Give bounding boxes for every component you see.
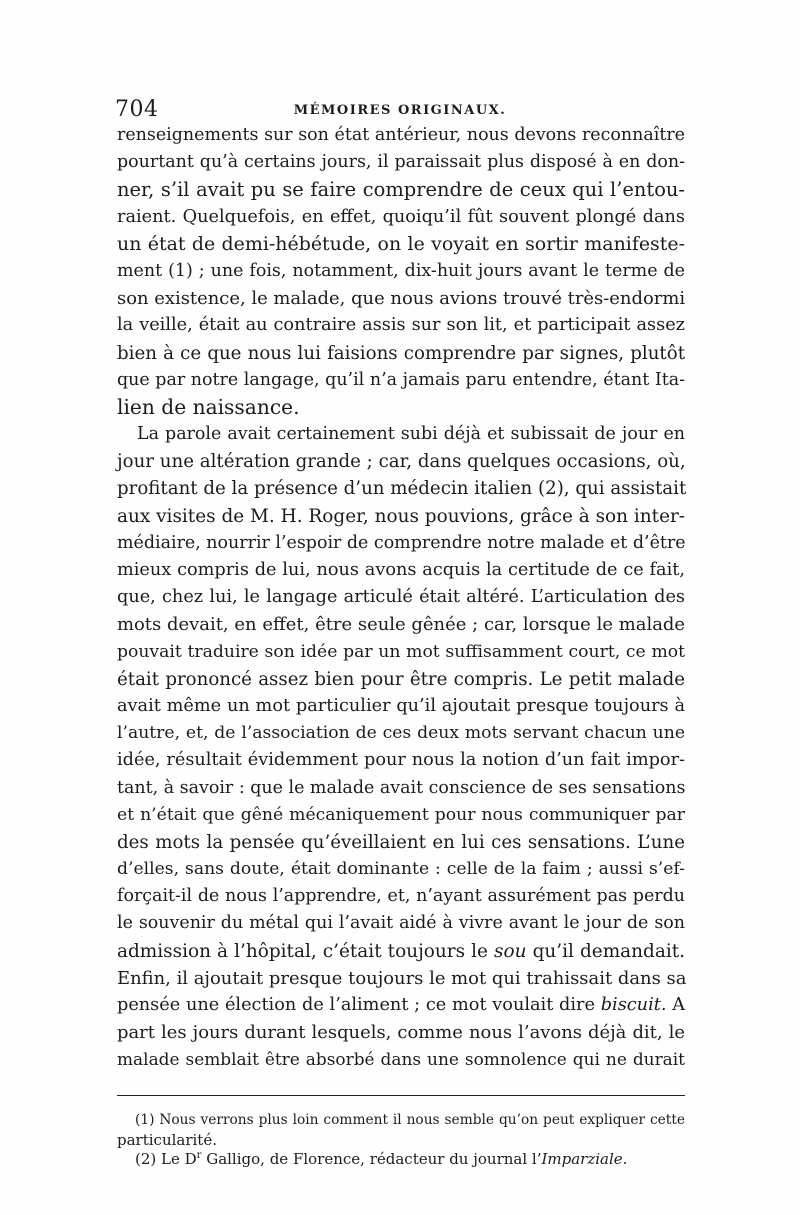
footnote-divider xyxy=(117,1095,685,1096)
text-line: aux visites de M. H. Roger, nous pouvions, grâce à son inter- xyxy=(117,505,686,527)
line-segment: pensée une élection de l’aliment ; ce mot voulait dire xyxy=(117,995,595,1015)
text-line: médiaire, nourrir l’espoir de comprendre notre malade et d’être xyxy=(117,532,686,553)
text-line: le souvenir du métal qui l’avait aidé à vivre avant le jour de son xyxy=(117,913,685,934)
text-line: pourtant qu’à certains jours, il paraissait plus disposé à en don- xyxy=(117,152,685,173)
footnote-2-prefix: (2) Le D xyxy=(135,1150,197,1168)
text-line: lien de naissance. xyxy=(117,394,300,419)
text-line: part les jours durant lesquels, comme nous l’avons déjà dit, le xyxy=(117,1022,685,1044)
body-text xyxy=(117,122,685,1074)
text-line: pouvait traduire son idée par un mot suffisamment court, ce mot xyxy=(117,641,685,662)
footnote-1-line: particularité. xyxy=(117,1130,217,1149)
footnote-2-middle: Galligo, de Florence, rédacteur du journal l’ xyxy=(201,1150,542,1168)
page-header xyxy=(115,97,685,125)
text-line: Enfin, il ajoutait presque toujours le mot qui trahissait dans sa xyxy=(117,967,687,989)
text-line: malade semblait être absorbé dans une somnolence qui ne durait xyxy=(117,1049,685,1070)
footnote-2-superscript: r xyxy=(196,1150,202,1161)
text-line: tant, à savoir : que le malade avait conscience de ses sensations xyxy=(117,777,686,798)
text-line: était prononcé assez bien pour être compris. Le petit malade xyxy=(117,668,685,690)
text-line: la veille, était au contraire assis sur son lit, et participait assez xyxy=(117,315,685,336)
line-segment: admission à l’hôpital, c’était toujours le xyxy=(117,940,488,962)
page-number: 704 xyxy=(115,97,159,122)
text-line: bien à ce que nous lui faisions comprendre par signes, plutôt xyxy=(117,342,685,364)
italic-word: sou xyxy=(494,940,527,962)
text-line: forçait-il de nous l’apprendre, et, n’ayant assurément pas perdu xyxy=(117,886,685,907)
text-line: raient. Quelquefois, en effet, quoiqu’il fût souvent plongé dans xyxy=(117,206,685,227)
footnotes xyxy=(117,1111,685,1170)
text-line: et n’était que gêné mécaniquement pour nous communiquer par xyxy=(117,804,685,825)
footnote-2 xyxy=(117,1150,685,1170)
text-line-with-italic xyxy=(117,938,685,965)
line-segment: A xyxy=(672,995,686,1015)
paragraph-start-line: La parole avait certainement subi déjà et subissait de jour en xyxy=(137,424,685,445)
footnote-1-line: (1) Nous verrons plus loin comment il nous semble qu’on peut expliquer cette xyxy=(135,1112,685,1128)
text-line: mots devait, en effet, être seule gênée ; car, lorsque le malade xyxy=(117,614,685,636)
text-line: idée, résultait évidemment pour nous la notion d’un fait impor- xyxy=(117,750,685,771)
text-line-with-italic xyxy=(117,992,685,1019)
text-line: jour une altération grande ; car, dans quelques occasions, où, xyxy=(117,451,686,473)
running-head: MÉMOIRES ORIGINAUX. xyxy=(293,103,507,118)
text-line: mieux compris de lui, nous avons acquis la certitude de ce fait, xyxy=(117,560,685,580)
text-line: ment (1) ; une fois, notamment, dix-huit jours avant le terme de xyxy=(117,260,685,281)
footnote-2-journal: Imparziale. xyxy=(541,1150,628,1168)
line-segment: qu’il demandait. xyxy=(532,940,686,962)
text-line: d’elles, sans doute, était dominante : celle de la faim ; aussi s’ef- xyxy=(117,859,685,880)
text-line: ner, s’il avait pu se faire comprendre de ceux qui l’entou- xyxy=(117,178,685,202)
text-line: l’autre, et, de l’association de ces deux mots servant chacun une xyxy=(117,723,685,744)
text-line: renseignements sur son état antérieur, nous devons reconnaître xyxy=(117,125,685,145)
text-line: son existence, le malade, que nous avions trouvé très-endormi xyxy=(117,288,686,310)
text-line: que par notre langage, qu’il n’a jamais paru entendre, étant Ita- xyxy=(117,369,685,390)
italic-word: biscuit. xyxy=(600,995,667,1015)
text-line: des mots la pensée qu’éveillaient en lui ces sensations. L’une xyxy=(117,831,685,853)
text-line: profitant de la présence d’un médecin italien (2), qui assistait xyxy=(117,478,687,500)
text-line: avait même un mot particulier qu’il ajoutait presque toujours à xyxy=(117,695,685,716)
text-line: que, chez lui, le langage articulé était altéré. L’articulation des xyxy=(117,587,685,608)
text-line: un état de demi-hébétude, on le voyait en sortir manifeste- xyxy=(117,232,685,255)
